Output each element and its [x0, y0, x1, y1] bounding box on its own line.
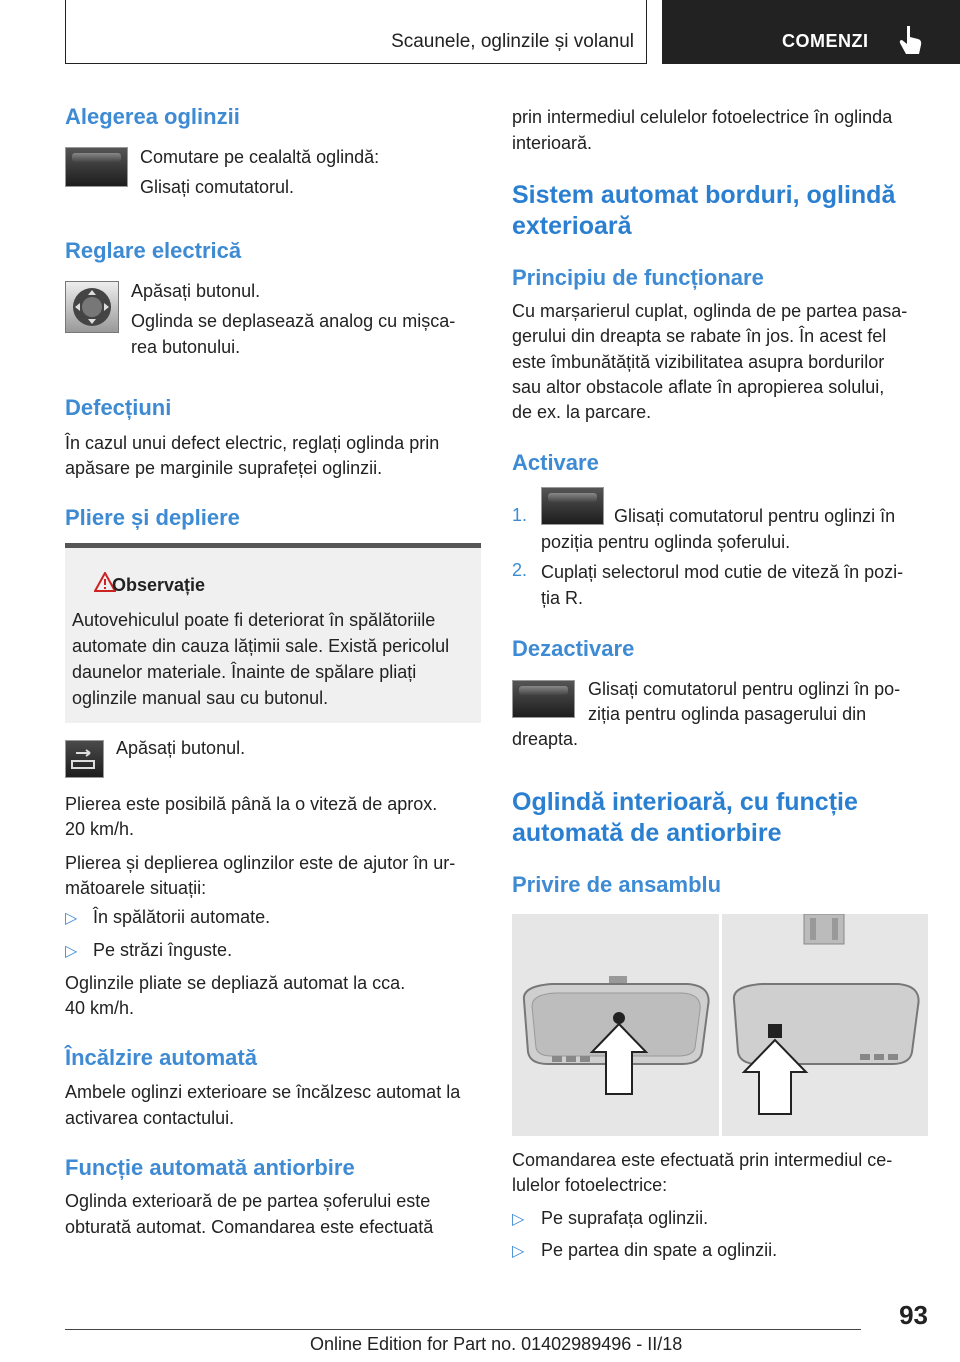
dezactivare-text-b: ziția pentru oglinda pasagerului din [588, 704, 867, 724]
mirror-switch-driver-image [541, 487, 604, 525]
alegerea-text-1: Comutare pe cealaltă oglindă: [140, 147, 380, 167]
bullet-triangle-icon: ▷ [512, 1243, 525, 1260]
hand-pointer-icon [898, 24, 924, 56]
principiu-line-5: de ex. la parcare. [512, 402, 652, 422]
mirror-selector-switch-image [65, 147, 128, 187]
header-chapter-label: COMENZI [782, 31, 869, 51]
comandarea-text-b: lulelor fotoelectrice: [512, 1175, 668, 1195]
pliere-text-1a: Plierea este posibilă până la o viteză de aprox. [65, 794, 438, 814]
incalzire-text-1a: Ambele oglinzi exterioare se încălzesc automat la [65, 1082, 461, 1102]
heading-oglinda-interioara-a: Oglindă interioară, cu funcție [512, 788, 858, 816]
note-line-2: automate din cauza lățimii sale. Există pericolul [72, 636, 450, 656]
header-section-box [65, 0, 647, 64]
heading-reglare-electrica: Reglare electrică [65, 238, 242, 263]
rearview-mirror-illustration [512, 914, 928, 1136]
bullet-triangle-icon: ▷ [65, 943, 78, 960]
reglare-text-1: Apăsați butonul. [131, 281, 261, 301]
footer-edition: Online Edition for Part no. 01402989496 - II/18 [310, 1334, 683, 1354]
header-chapter-box [662, 0, 960, 64]
heading-activare: Activare [512, 450, 599, 475]
heading-sistem-automat-b: exterioară [512, 212, 632, 240]
step-1-text-b: poziția pentru oglinda șoferului. [541, 532, 791, 552]
heading-incalzire-automata: Încălzire automată [65, 1045, 257, 1070]
footer-divider [65, 1329, 861, 1330]
dezactivare-text-c: dreapta. [512, 729, 579, 749]
pliere-text-2b: mătoarele situații: [65, 878, 207, 898]
alegerea-text-2: Glisați comutatorul. [140, 177, 295, 197]
step-2-text-a: Cuplați selectorul mod cutie de viteză în pozi- [541, 562, 904, 582]
comandarea-text-a: Comandarea este efectuată prin intermediul ce- [512, 1150, 893, 1170]
pliere-text-3a: Oglinzile pliate se depliază automat la cca. [65, 973, 406, 993]
principiu-line-3: este îmbunătățită vizibilitatea asupra bordurilor [512, 352, 885, 372]
pliere-text-2a: Plierea și deplierea oglinzilor este de ajutor în ur- [65, 853, 456, 873]
dpad-icon [66, 282, 118, 332]
left-bullet-1: În spălătorii automate. [93, 907, 271, 927]
bullet-triangle-icon: ▷ [512, 1211, 525, 1228]
incalzire-text-1b: activarea contactului. [65, 1108, 235, 1128]
fold-mirror-icon [66, 741, 103, 777]
defectiuni-text-1b: apăsare pe marginile suprafeței oglinzii. [65, 458, 383, 478]
pliere-text-1b: 20 km/h. [65, 819, 135, 839]
defectiuni-text-1a: În cazul unui defect electric, reglați oglinda prin [65, 433, 440, 453]
bullet-triangle-icon: ▷ [65, 910, 78, 927]
heading-dezactivare: Dezactivare [512, 636, 635, 661]
step-1-number: 1. [512, 505, 528, 525]
heading-functie-antiorbire: Funcție automată antiorbire [65, 1155, 355, 1180]
right-continuation-1a: prin intermediul celulelor fotoelectrice în oglinda [512, 107, 893, 127]
note-box [65, 543, 481, 723]
fold-mirror-button-image [65, 740, 104, 778]
pliere-button-text: Apăsați butonul. [116, 738, 246, 758]
mirror-switch-passenger-image [512, 680, 575, 718]
right-bullet-1: Pe suprafața oglinzii. [541, 1208, 709, 1228]
antiorbire-text-1a: Oglinda exterioară de pe partea șoferului este [65, 1191, 431, 1211]
principiu-line-1: Cu marșarierul cuplat, oglinda de pe partea pasa- [512, 301, 908, 321]
principiu-line-4: sau altor obstacole aflate în apropierea solului, [512, 377, 885, 397]
note-line-3: daunelor materiale. Înainte de spălare pliați [72, 662, 417, 682]
note-line-4: oglinzile manual sau cu butonul. [72, 688, 329, 708]
page-number: 93 [899, 1300, 928, 1330]
left-bullet-2: Pe străzi înguste. [93, 940, 233, 960]
heading-oglinda-interioara-b: automată de antiorbire [512, 819, 782, 847]
heading-privire-ansamblu: Privire de ansamblu [512, 872, 722, 897]
heading-sistem-automat-a: Sistem automat borduri, oglindă [512, 181, 896, 209]
step-2-number: 2. [512, 560, 528, 580]
right-continuation-1b: interioară. [512, 133, 593, 153]
note-title: Observație [112, 575, 206, 595]
mirror-adjust-button-image [65, 281, 119, 333]
reglare-text-2b: rea butonului. [131, 337, 241, 357]
pliere-text-3b: 40 km/h. [65, 998, 135, 1018]
note-line-1: Autovehiculul poate fi deteriorat în spălătoriile [72, 610, 436, 630]
antiorbire-text-1b: obturată automat. Comandarea este efectuată [65, 1217, 434, 1237]
step-2-text-b: ția R. [541, 588, 584, 608]
dezactivare-text-a: Glisați comutatorul pentru oglinzi în po- [588, 679, 901, 699]
reglare-text-2a: Oglinda se deplasează analog cu mișca- [131, 311, 456, 331]
heading-principiu: Principiu de funcționare [512, 265, 764, 290]
heading-pliere-depliere: Pliere și depliere [65, 505, 240, 530]
heading-alegerea-oglinzii: Alegerea oglinzii [65, 104, 240, 129]
heading-defectiuni: Defecțiuni [65, 395, 172, 420]
principiu-line-2: gerului din dreapta se rabate în jos. În acest fel [512, 326, 887, 346]
step-1-text-a: Glisați comutatorul pentru oglinzi în [614, 506, 896, 526]
header-section-title: Scaunele, oglinzile și volanul [391, 31, 634, 52]
right-bullet-2: Pe partea din spate a oglinzii. [541, 1240, 778, 1260]
